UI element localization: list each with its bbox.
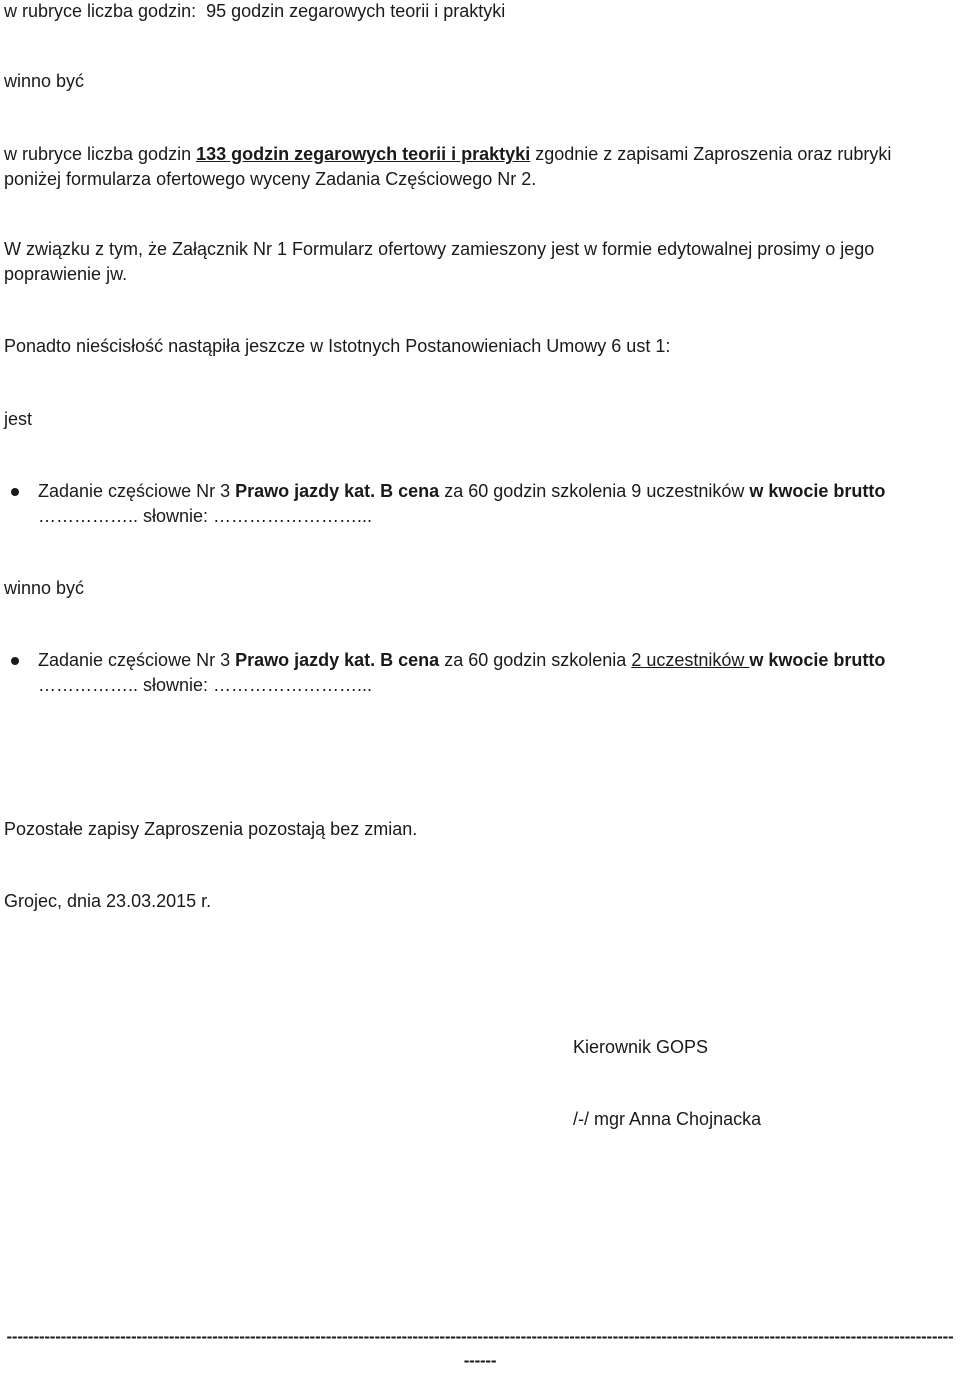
separator-line: ------------------------------------------------------------------------------------------------------------------------------------------------------------------------------------- [6, 1327, 954, 1370]
list-item-task-original [38, 479, 938, 529]
task-original-bold-1: Prawo jazdy kat. B cena [235, 481, 440, 501]
hours-original-line [4, 0, 505, 24]
bullet-icon [11, 488, 19, 496]
hours-corrected-paragraph [4, 142, 944, 192]
task-original-text-3: …………….. słownie: ……………………... [38, 506, 373, 526]
hours-corrected-prefix: w rubryce liczba godzin [4, 144, 197, 164]
bullet-icon [11, 657, 19, 665]
signature-name: /-/ mgr Anna Chojnacka [573, 1109, 762, 1129]
task-corrected-text-1: Zadanie częściowe Nr 3 [38, 650, 236, 670]
signature-title: Kierownik GOPS [573, 1037, 709, 1057]
task-original-text-2: za 60 godzin szkolenia 9 uczestników [439, 481, 750, 501]
list-item-task-corrected [38, 648, 938, 698]
task-corrected-underlined: 2 uczestników [631, 650, 750, 670]
task-corrected-bold-1: Prawo jazdy kat. B cena [235, 650, 440, 670]
task-corrected-text-3: …………….. słownie: ……………………... [38, 675, 373, 695]
hours-original-value: 95 godzin zegarowych teorii i praktyki [206, 1, 506, 21]
should-be-label-1: winno być [4, 71, 85, 91]
remaining-note: Pozostałe zapisy Zaproszenia pozostają bez zmian. [4, 819, 418, 839]
task-corrected-bold-2: w kwocie brutto [749, 650, 886, 670]
hours-original-label: w rubryce liczba godzin: [4, 1, 197, 21]
task-original-text-1: Zadanie częściowe Nr 3 [38, 481, 236, 501]
place-date: Grojec, dnia 23.03.2015 r. [4, 891, 212, 911]
hours-corrected-suffix: zgodnie z zapisami Zaproszenia oraz rubryki poniżej formularza ofertowego wyceny Zadania Częściowego Nr 2. [4, 144, 892, 189]
task-original-bold-2: w kwocie brutto [749, 481, 886, 501]
request-paragraph: W związku z tym, że Załącznik Nr 1 Formularz ofertowy zamieszony jest w formie edytowalnej prosimy o jego poprawienie jw. [4, 239, 875, 284]
task-corrected-text-2: za 60 godzin szkolenia [439, 650, 632, 670]
should-be-label-2: winno być [4, 578, 85, 598]
hours-corrected-value: 133 godzin zegarowych teorii i praktyki [196, 144, 531, 164]
is-label: jest [4, 409, 33, 429]
inconsistency-paragraph: Ponadto nieścisłość nastąpiła jeszcze w Istotnych Postanowieniach Umowy 6 ust 1: [4, 336, 671, 356]
